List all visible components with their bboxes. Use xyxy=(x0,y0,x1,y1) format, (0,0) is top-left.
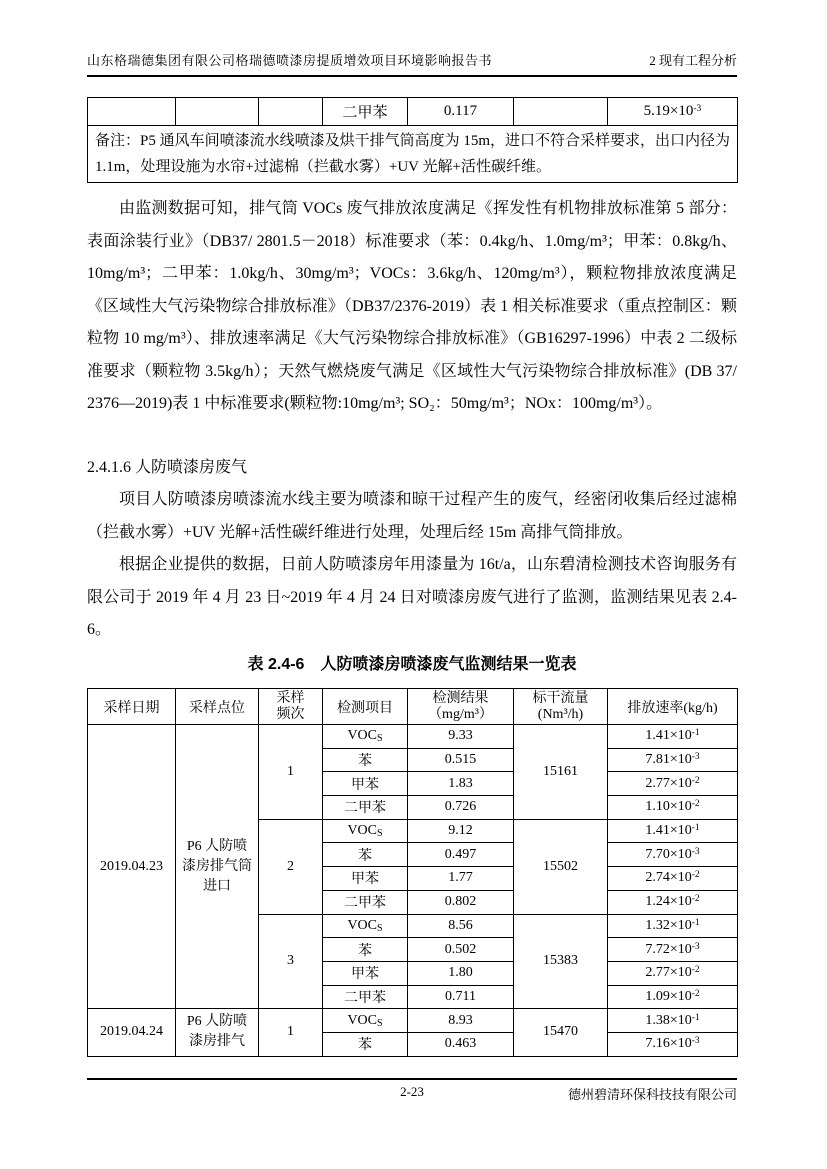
cell-result: 0.515 xyxy=(408,748,514,772)
rate-value: 1.41×10 xyxy=(645,728,692,744)
item-subscript: S xyxy=(377,1017,383,1029)
item-subscript: S xyxy=(377,828,383,840)
page-number: 2-23 xyxy=(400,1084,424,1099)
header-line: 检测结果 xyxy=(432,690,489,706)
table-row xyxy=(88,1009,738,1033)
cell-item xyxy=(323,914,408,938)
rate-value: 1.10×10 xyxy=(645,799,692,815)
item-name: 甲苯 xyxy=(351,872,379,888)
cell-flow: 15470 xyxy=(514,1009,608,1056)
item-name: 苯 xyxy=(358,754,372,770)
rate-exponent: -2 xyxy=(691,799,700,810)
cell-result: 0.497 xyxy=(408,843,514,867)
cell-frequency: 2 xyxy=(259,819,323,914)
cell-rate xyxy=(608,914,738,938)
cell-rate xyxy=(608,843,738,867)
cell-result: 0.711 xyxy=(408,985,514,1009)
rate-exponent: -1 xyxy=(691,823,700,834)
col-header-date: 采样日期 xyxy=(88,689,176,725)
item-name: 苯 xyxy=(358,943,372,959)
table-row xyxy=(88,126,738,183)
cell-rate xyxy=(608,1009,738,1033)
cell-item xyxy=(323,1009,408,1033)
cell-rate xyxy=(608,985,738,1009)
rate-value: 7.81×10 xyxy=(645,752,692,768)
cell-point: P6 人防喷漆房排气筒进口 xyxy=(176,725,259,1009)
rate-value: 2.74×10 xyxy=(645,870,692,886)
cell-item xyxy=(323,725,408,749)
cell-item xyxy=(323,890,408,914)
cell-rate xyxy=(608,961,738,985)
item-name: VOC xyxy=(347,917,377,933)
header-report-title: 山东格瑞德集团有限公司格瑞德喷漆房提质增效项目环境影响报告书 xyxy=(87,53,493,68)
cell-item xyxy=(323,867,408,891)
col-header-result xyxy=(408,689,514,725)
empty-cell xyxy=(259,98,323,126)
header-line: 频次 xyxy=(276,706,305,722)
col-header-frequency xyxy=(259,689,323,725)
section-heading: 2.4.1.6 人防喷漆房废气 xyxy=(87,459,248,476)
cell-rate xyxy=(608,796,738,820)
paragraph-standards: 由监测数据可知，排气筒 VOCs 废气排放浓度满足《挥发性有机物排放标准第 5 部分：表面涂装行业》（DB37/ 2801.5－2018）标准要求（苯：0.4kg/h、1.0mg/m³；甲苯：0.8kg/h、10mg/m³；二甲苯：1.0kg/h、30mg/m³；VOCs：3.6kg/h、120mg/m³），颗粒物排放浓度满足《区域性大气污染物综合排放标准》（DB37/2376-2019）表 1 相关标准要求（重点控制区：颗粒物 10 mg/m³）、排放速率满足《大气污染物综合排放标准》（GB16297-1996）中表 2 二级标准要求（颗粒物 3.5kg/h）；天然气燃烧废气满足《区域性大气污染物综合排放标准》(DB 37/ 2376—2019)表 1 中标准要求(颗粒物:10mg/m³; SO₂：50mg/m³；NOx：100mg/m³）。 xyxy=(87,200,737,412)
rate-exponent: -2 xyxy=(691,894,700,905)
cell-rate xyxy=(608,725,738,749)
cell-rate xyxy=(608,938,738,962)
cell-result: 1.80 xyxy=(408,961,514,985)
cell-rate xyxy=(608,98,738,126)
item-name: VOC xyxy=(347,823,377,839)
empty-cell xyxy=(88,98,176,126)
cell-frequency: 1 xyxy=(259,725,323,820)
rate-value: 7.16×10 xyxy=(645,1036,692,1052)
rate-value: 2.77×10 xyxy=(645,965,692,981)
rate-exponent: -3 xyxy=(691,941,700,952)
col-header-flow xyxy=(514,689,608,725)
col-header-rate: 排放速率(kg/h) xyxy=(608,689,738,725)
cell-flow: 15502 xyxy=(514,819,608,914)
cell-frequency: 3 xyxy=(259,914,323,1009)
cell-result: 1.77 xyxy=(408,867,514,891)
item-name: VOC xyxy=(347,1012,377,1028)
cell-item xyxy=(323,938,408,962)
item-name: 二甲苯 xyxy=(344,801,386,817)
col-header-item: 检测项目 xyxy=(323,689,408,725)
rate-exponent: -2 xyxy=(691,988,700,999)
rate-value: 1.38×10 xyxy=(645,1012,692,1028)
rate-value: 7.72×10 xyxy=(645,941,692,957)
rate-exponent: -3 xyxy=(691,1036,700,1047)
cell-rate xyxy=(608,819,738,843)
cell-rate xyxy=(608,772,738,796)
cell-frequency: 1 xyxy=(259,1009,323,1056)
item-name: 苯 xyxy=(358,1038,372,1054)
paragraph-process: 项目人防喷漆房喷漆流水线主要为喷漆和晾干过程产生的废气，经密闭收集后经过滤棉（拦截水雾）+UV 光解+活性碳纤维进行处理，处理后经 15m 高排气筒排放。 xyxy=(87,491,737,541)
header-row xyxy=(88,689,738,725)
header-line: (Nm³/h) xyxy=(537,706,584,722)
page-footer xyxy=(87,1078,737,1102)
item-subscript: S xyxy=(377,922,383,934)
cell-item xyxy=(323,748,408,772)
cell-date: 2019.04.24 xyxy=(88,1009,176,1056)
header-line: 标干流量 xyxy=(532,690,589,706)
rate-value: 1.32×10 xyxy=(645,917,692,933)
rate-value: 1.41×10 xyxy=(645,823,692,839)
table-caption: 表 2.4-6 人防喷漆房喷漆废气监测结果一览表 xyxy=(247,656,577,673)
empty-cell xyxy=(514,98,608,126)
cell-result: 1.83 xyxy=(408,772,514,796)
cell-item xyxy=(323,819,408,843)
cell-flow: 15383 xyxy=(514,914,608,1009)
header-line: （mg/m³） xyxy=(428,706,493,722)
cell-result: 8.93 xyxy=(408,1009,514,1033)
item-name: 二甲苯 xyxy=(344,990,386,1006)
cell-item xyxy=(323,796,408,820)
cell-rate xyxy=(608,1032,738,1056)
rate-value: 7.70×10 xyxy=(645,846,692,862)
cell-result: 8.56 xyxy=(408,914,514,938)
rate-exponent: -2 xyxy=(691,870,700,881)
cell-result: 0.502 xyxy=(408,938,514,962)
rate-exponent: -1 xyxy=(691,1012,700,1023)
item-name: 苯 xyxy=(358,848,372,864)
col-header-point: 采样点位 xyxy=(176,689,259,725)
cell-item xyxy=(323,772,408,796)
cell-result: 0.726 xyxy=(408,796,514,820)
table-row xyxy=(88,725,738,749)
header-chapter-title: 2 现有工程分析 xyxy=(649,53,737,68)
cell-result: 0.117 xyxy=(408,98,514,126)
footer-company-name: 德州碧清环保科技技有限公司 xyxy=(567,1087,737,1102)
rate-exponent: -3 xyxy=(691,752,700,763)
cell-result: 9.33 xyxy=(408,725,514,749)
item-name: 甲苯 xyxy=(351,777,379,793)
rate-value: 1.09×10 xyxy=(645,988,692,1004)
cell-rate xyxy=(608,748,738,772)
empty-cell xyxy=(176,98,259,126)
cell-rate xyxy=(608,890,738,914)
cell-result: 0.463 xyxy=(408,1032,514,1056)
table-note: 备注：P5 通风车间喷漆流水线喷漆及烘干排气筒高度为 15m，进口不符合采样要求，出口内径为 1.1m，处理设施为水帘+过滤棉（拦截水雾）+UV 光解+活性碳纤维。 xyxy=(88,126,738,183)
paragraph-monitoring: 根据企业提供的数据，日前人防喷漆房年用漆量为 16t/a，山东碧清检测技术咨询服务有限公司于 2019 年 4 月 23 日~2019 年 4 月 24 日对喷漆房废气进行了监测，监测结果见表 2.4-6。 xyxy=(87,556,737,638)
rate-exponent: -2 xyxy=(691,775,700,786)
item-name: 甲苯 xyxy=(351,967,379,983)
cell-item xyxy=(323,1032,408,1056)
table-row xyxy=(88,98,738,126)
cell-point: P6 人防喷漆房排气 xyxy=(176,1009,259,1056)
rate-value: 2.77×10 xyxy=(645,775,692,791)
cell-item: 二甲苯 xyxy=(323,98,408,126)
rate-exponent: -3 xyxy=(691,846,700,857)
cell-result: 0.802 xyxy=(408,890,514,914)
header-line: 采样 xyxy=(276,690,305,706)
rate-value: 1.24×10 xyxy=(645,894,692,910)
rate-exponent: -1 xyxy=(691,917,700,928)
item-name: VOC xyxy=(347,728,377,744)
cell-item xyxy=(323,843,408,867)
page-header xyxy=(87,50,737,77)
previous-table-fragment xyxy=(87,97,738,183)
cell-item xyxy=(323,961,408,985)
rate-exponent: -1 xyxy=(691,728,700,739)
cell-item xyxy=(323,985,408,1009)
rate-exponent: -3 xyxy=(693,104,702,114)
item-name: 二甲苯 xyxy=(344,896,386,912)
cell-rate xyxy=(608,867,738,891)
rate-exponent: -2 xyxy=(691,965,700,976)
cell-result: 9.12 xyxy=(408,819,514,843)
item-subscript: S xyxy=(377,733,383,745)
cell-flow: 15161 xyxy=(514,725,608,820)
cell-date: 2019.04.23 xyxy=(88,725,176,1009)
monitoring-results-table xyxy=(87,688,738,1057)
rate-value: 5.19×10 xyxy=(643,103,694,119)
